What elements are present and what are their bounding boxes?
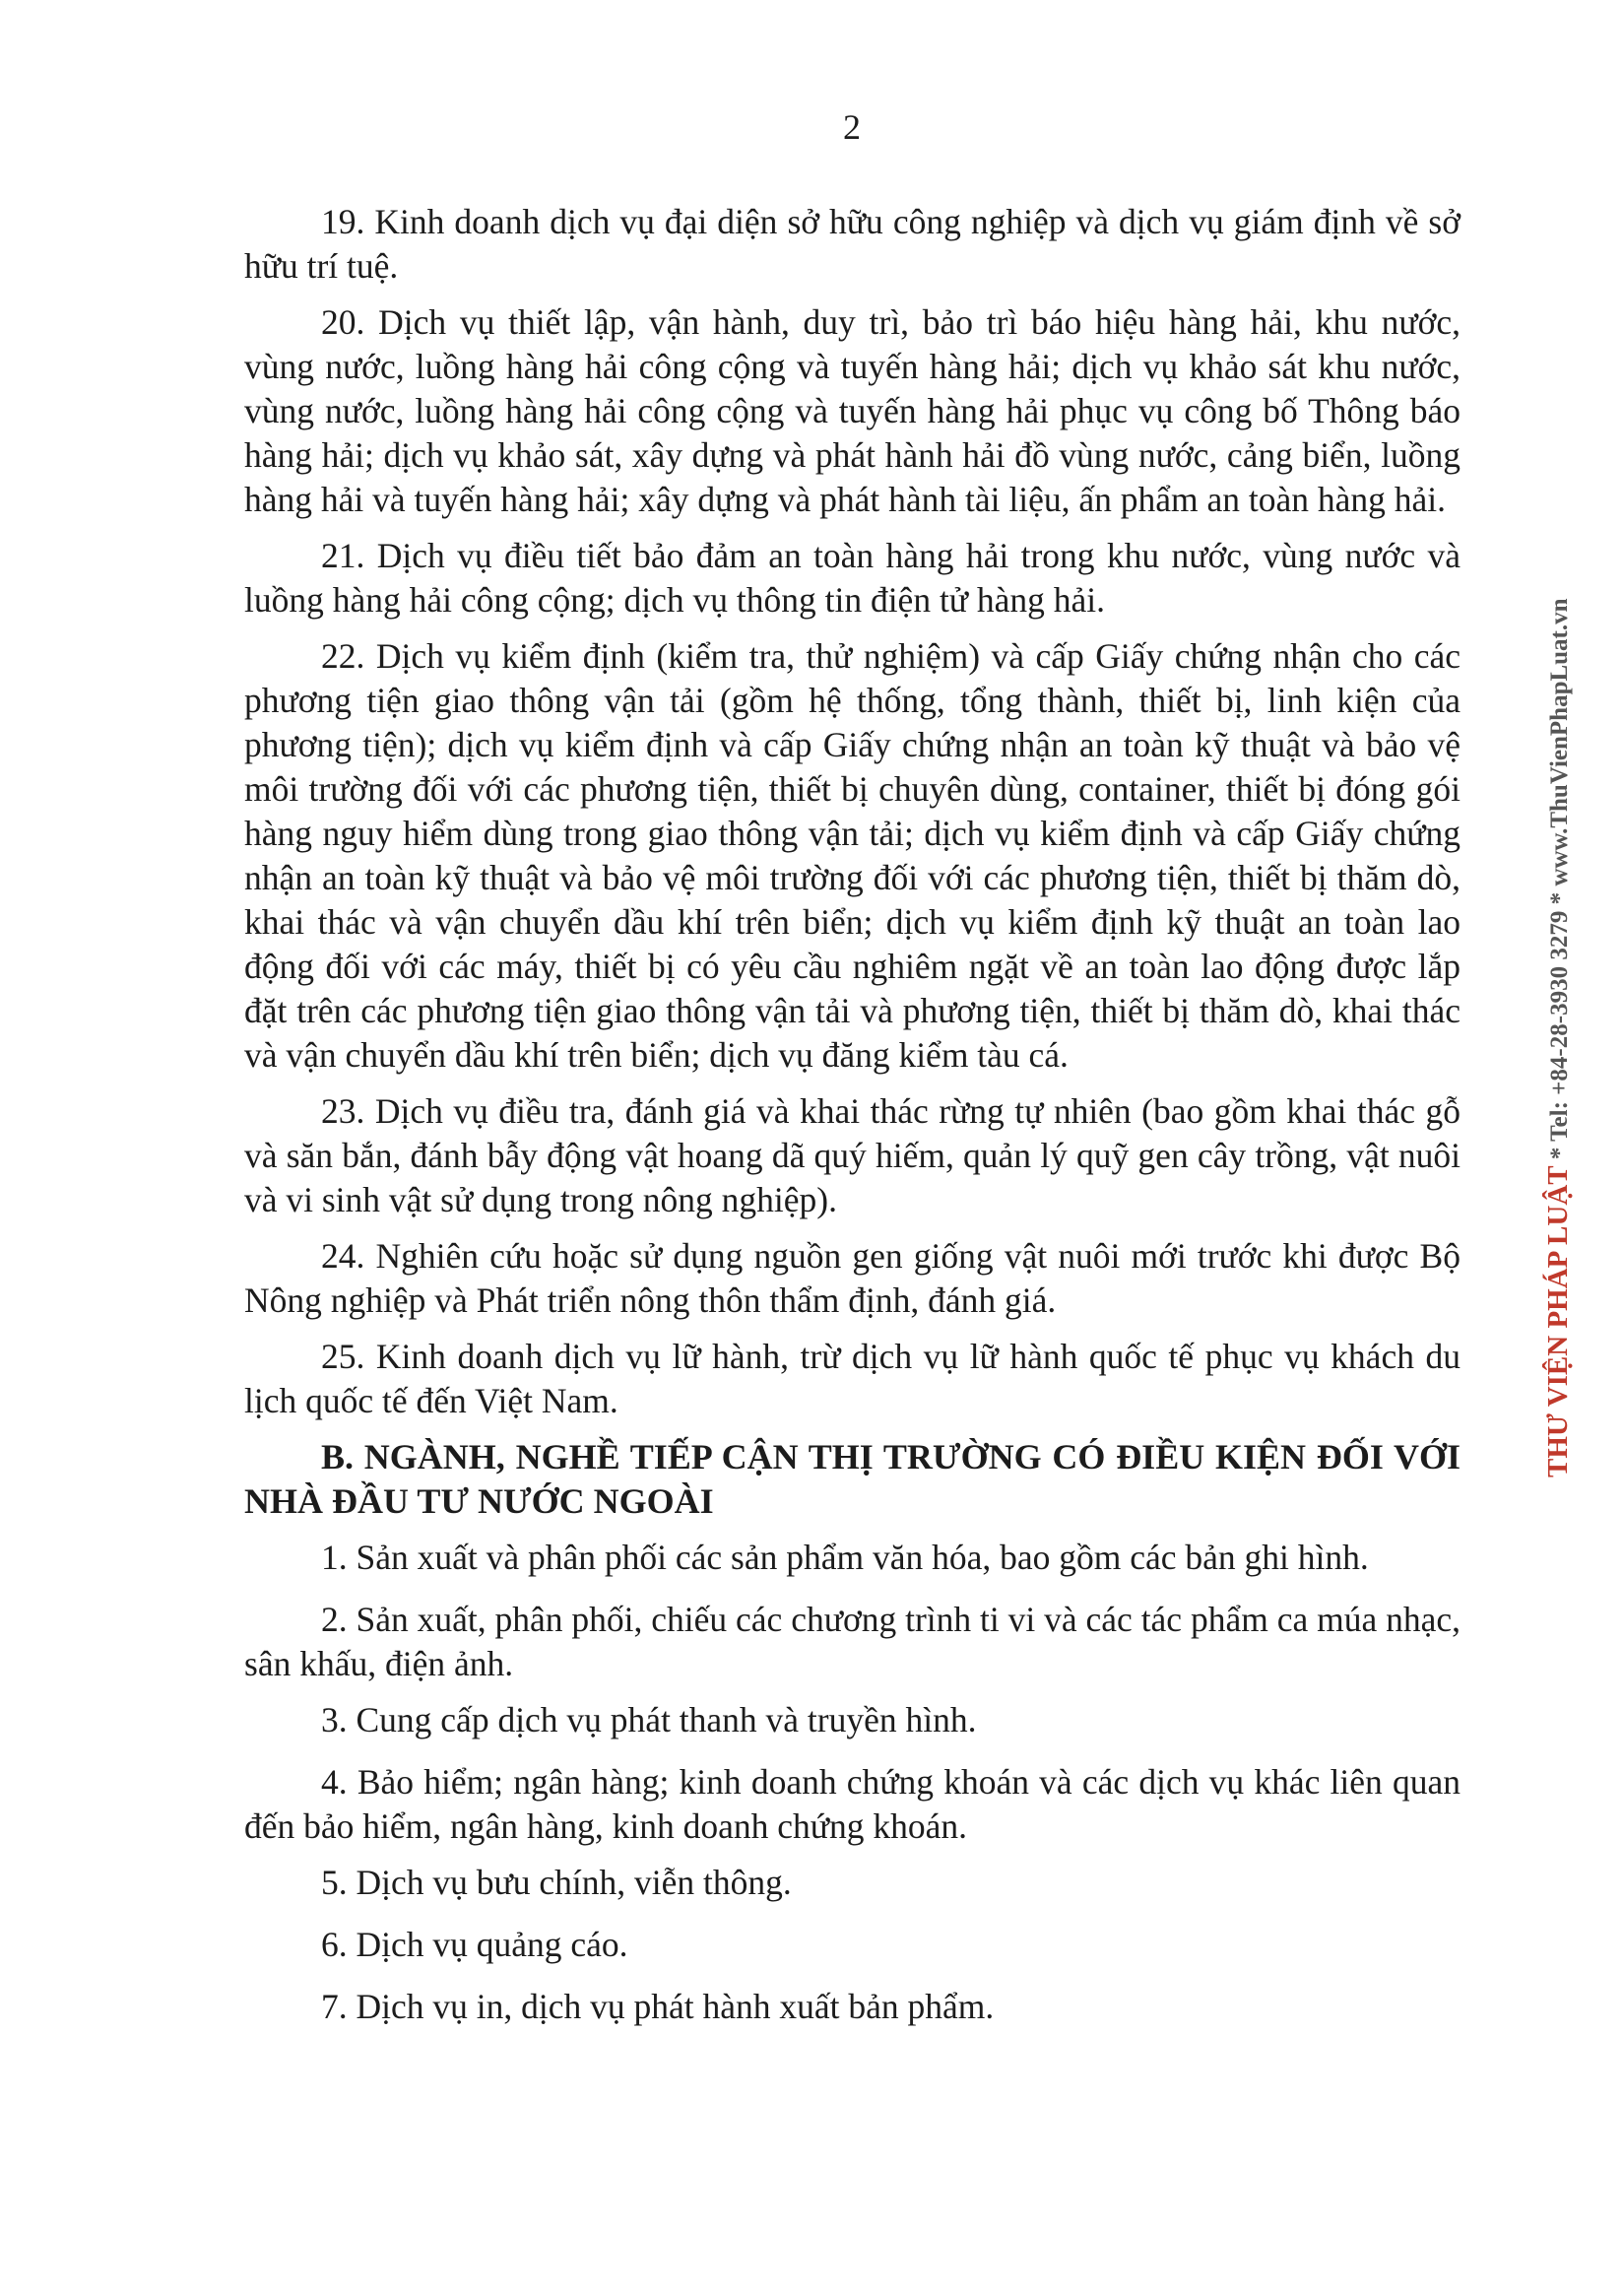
watermark-brand: THƯ VIỆN PHÁP LUẬT: [1542, 1165, 1574, 1477]
section-b-item-6: 6. Dịch vụ quảng cáo.: [321, 1925, 628, 1964]
list-item-20: 20. Dịch vụ thiết lập, vận hành, duy trì, bảo trì báo hiệu hàng hải, khu nước, vùng nước, luồng hàng hải công cộng và tuyến hàng hải; dịch vụ khảo sát khu nước, vùng nước, luồng hàng hải công cộng và tuyến hàng hải phục vụ công bố Thông báo hàng hải; dịch vụ khảo sát, xây dựng và phát hành hải đồ vùng nước, cảng biển, luồng hàng hải và tuyến hàng hải; xây dựng và phát hành tài liệu, ấn phẩm an toàn hàng hải.: [244, 302, 1461, 519]
section-b-item-7: 7. Dịch vụ in, dịch vụ phát hành xuất bản phẩm.: [321, 1987, 995, 2026]
section-b-item-5: 5. Dịch vụ bưu chính, viễn thông.: [321, 1863, 792, 1902]
section-b-heading: B. NGÀNH, NGHỀ TIẾP CẬN THỊ TRƯỜNG CÓ ĐIỀU KIỆN ĐỐI VỚI NHÀ ĐẦU TƯ NƯỚC NGOÀI: [244, 1437, 1461, 1521]
watermark-contact: * Tel: +84-28-3930 3279 * www.ThuVienPhapLuat.vn: [1546, 598, 1573, 1166]
document-body: [244, 200, 1461, 2047]
section-b-item-3: 3. Cung cấp dịch vụ phát thanh và truyền hình.: [321, 1700, 977, 1739]
list-item-25: 25. Kinh doanh dịch vụ lữ hành, trừ dịch vụ lữ hành quốc tế phục vụ khách du lịch quốc tế đến Việt Nam.: [244, 1337, 1461, 1420]
list-item-19: 19. Kinh doanh dịch vụ đại diện sở hữu công nghiệp và dịch vụ giám định về sở hữu trí tuệ.: [244, 202, 1461, 286]
list-item-22: 22. Dịch vụ kiểm định (kiểm tra, thử nghiệm) và cấp Giấy chứng nhận cho các phương tiện giao thông vận tải (gồm hệ thống, tổng thành, thiết bị, linh kiện của phương tiện); dịch vụ kiểm định và cấp Giấy chứng nhận an toàn kỹ thuật và bảo vệ môi trường đối với các phương tiện, thiết bị chuyên dùng, container, thiết bị đóng gói hàng nguy hiểm dùng trong giao thông vận tải; dịch vụ kiểm định và cấp Giấy chứng nhận an toàn kỹ thuật và bảo vệ môi trường đối với các phương tiện, thiết bị thăm dò, khai thác và vận chuyển dầu khí trên biển; dịch vụ kiểm định kỹ thuật an toàn lao động đối với các máy, thiết bị có yêu cầu nghiêm ngặt về an toàn lao động được lắp đặt trên các phương tiện giao thông vận tải và phương tiện, thiết bị thăm dò, khai thác và vận chuyển dầu khí trên biển; dịch vụ đăng kiểm tàu cá.: [244, 636, 1461, 1075]
section-b-item-1: 1. Sản xuất và phân phối các sản phẩm văn hóa, bao gồm các bản ghi hình.: [321, 1538, 1369, 1577]
section-b-item-4: 4. Bảo hiểm; ngân hàng; kinh doanh chứng khoán và các dịch vụ khác liên quan đến bảo hiểm, ngân hàng, kinh doanh chứng khoán.: [244, 1762, 1461, 1846]
list-item-23: 23. Dịch vụ điều tra, đánh giá và khai thác rừng tự nhiên (bao gồm khai thác gỗ và săn bắn, đánh bẫy động vật hoang dã quý hiếm, quản lý quỹ gen cây trồng, vật nuôi và vi sinh vật sử dụng trong nông nghiệp).: [244, 1091, 1461, 1219]
list-item-21: 21. Dịch vụ điều tiết bảo đảm an toàn hàng hải trong khu nước, vùng nước và luồng hàng hải công cộng; dịch vụ thông tin điện tử hàng hải.: [244, 536, 1461, 620]
vertical-watermark: [1541, 512, 1581, 1497]
list-item-24: 24. Nghiên cứu hoặc sử dụng nguồn gen giống vật nuôi mới trước khi được Bộ Nông nghiệp và Phát triển nông thôn thẩm định, đánh giá.: [244, 1236, 1461, 1320]
page-number: 2: [843, 107, 861, 147]
section-b-item-2: 2. Sản xuất, phân phối, chiếu các chương trình ti vi và các tác phẩm ca múa nhạc, sân khấu, điện ảnh.: [244, 1600, 1461, 1683]
